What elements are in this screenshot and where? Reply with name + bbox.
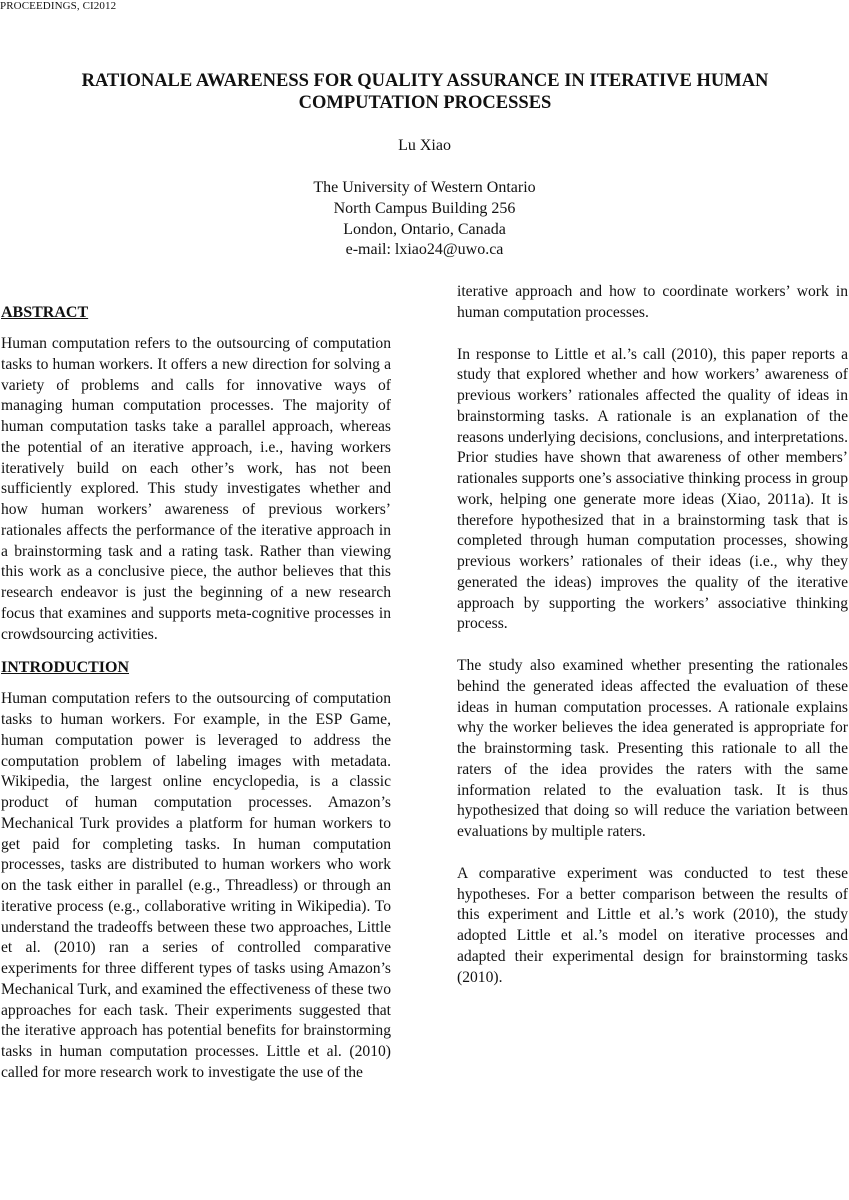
introduction-heading: INTRODUCTION (1, 659, 130, 677)
introduction-paragraph-1-continued: iterative approach and how to coordinate workers’ work in human computation processes. (457, 283, 848, 321)
abstract-heading: ABSTRACT (1, 304, 89, 321)
paper-title: RATIONALE AWARENESS FOR QUALITY ASSURANCE IN ITERATIVE HUMAN COMPUTATION PROCESSES (81, 71, 769, 113)
affiliation-block (0, 178, 849, 261)
introduction-paragraph-1: Human computation refers to the outsourcing of computation tasks to human workers. For example, in the ESP Game, human computation power is leveraged to address the computation problem of labeling images with metadata. Wikipedia, the largest online encyclopedia, is a classic product of human computation processes. Amazon’s Mechanical Turk provides a platform for human workers to get paid for completing tasks. In human computation processes, tasks are distributed to human workers who work on the task either in parallel (e.g., Threadless) or through an iterative process (e.g., collaborative writing in Wikipedia). To understand the tradeoffs between these two approaches, Little et al. (2010) ran a series of controlled comparative experiments for three different types of tasks using Amazon’s Mechanical Turk, and examined the effectiveness of these two approaches for each task. Their experiments suggested that the iterative approach has potential benefits for brainstorming tasks in human computation processes. Little et al. (2010) called for more research work to investigate the use of the (1, 690, 391, 1081)
running-header: PROCEEDINGS, CI2012 (0, 0, 117, 12)
affiliation-location: London, Ontario, Canada (343, 220, 506, 238)
introduction-paragraph-4: A comparative experiment was conducted to test these hypotheses. For a better comparison between the results of this experiment and Little et al.’s work (2010), the study adopted Little et al.’s model on iterative processes and adapted their experimental design for brainstorming tasks (2010). (457, 864, 848, 986)
affiliation-building: North Campus Building 256 (333, 199, 516, 217)
affiliation-university: The University of Western Ontario (313, 179, 536, 196)
abstract-text: Human computation refers to the outsourcing of computation tasks to human workers. It offers a new direction for solving a variety of problems and calls for innovative ways of managing human computation processes. The majority of human computation tasks take a parallel approach, whereas the potential of an iterative approach, i.e., having workers iteratively build on each other’s work, has not been sufficiently explored. This study investigates whether and how human workers’ awareness of previous workers’ rationales affects the performance of the iterative approach in a brainstorming task and a rating task. Rather than viewing this work as a conclusive piece, the author believes that this research endeavor is just the beginning of a new research focus that examines and supports meta-cognitive processes in crowdsourcing activities. (1, 335, 391, 643)
title-block (40, 70, 810, 114)
introduction-paragraph-3: The study also examined whether presenting the rationales behind the generated ideas affected the evaluation of these ideas in human computation processes. A rationale explains why the worker believes the idea generated is appropriate for the brainstorming task. Presenting this rationale to all the raters of the idea provides the raters with the same information related to the evaluation task. It is thus hypothesized that doing so will reduce the variation between evaluations by multiple raters. (457, 657, 848, 840)
author-name: Lu Xiao (398, 137, 451, 154)
affiliation-email: e-mail: lxiao24@uwo.ca (345, 241, 504, 259)
left-column (1, 302, 391, 1084)
right-column (457, 282, 848, 988)
introduction-paragraph-2: In response to Little et al.’s call (2010), this paper reports a study that explored whether and how workers’ awareness of previous workers’ rationales affected the quality of ideas in brainstorming tasks. A rationale is an explanation of the reasons underlying decisions, conclusions, and interpretations. Prior studies have shown that awareness of other members’ rationales supports one’s associative thinking process in group work, helping one generate more ideas (Xiao, 2011a). It is therefore hypothesized that in a brainstorming task that is completed through human computation processes, showing previous workers’ rationales of their ideas (i.e., why they generated the ideas) improves the quality of the iterative approach by supporting the workers’ associative thinking process. (457, 345, 848, 633)
